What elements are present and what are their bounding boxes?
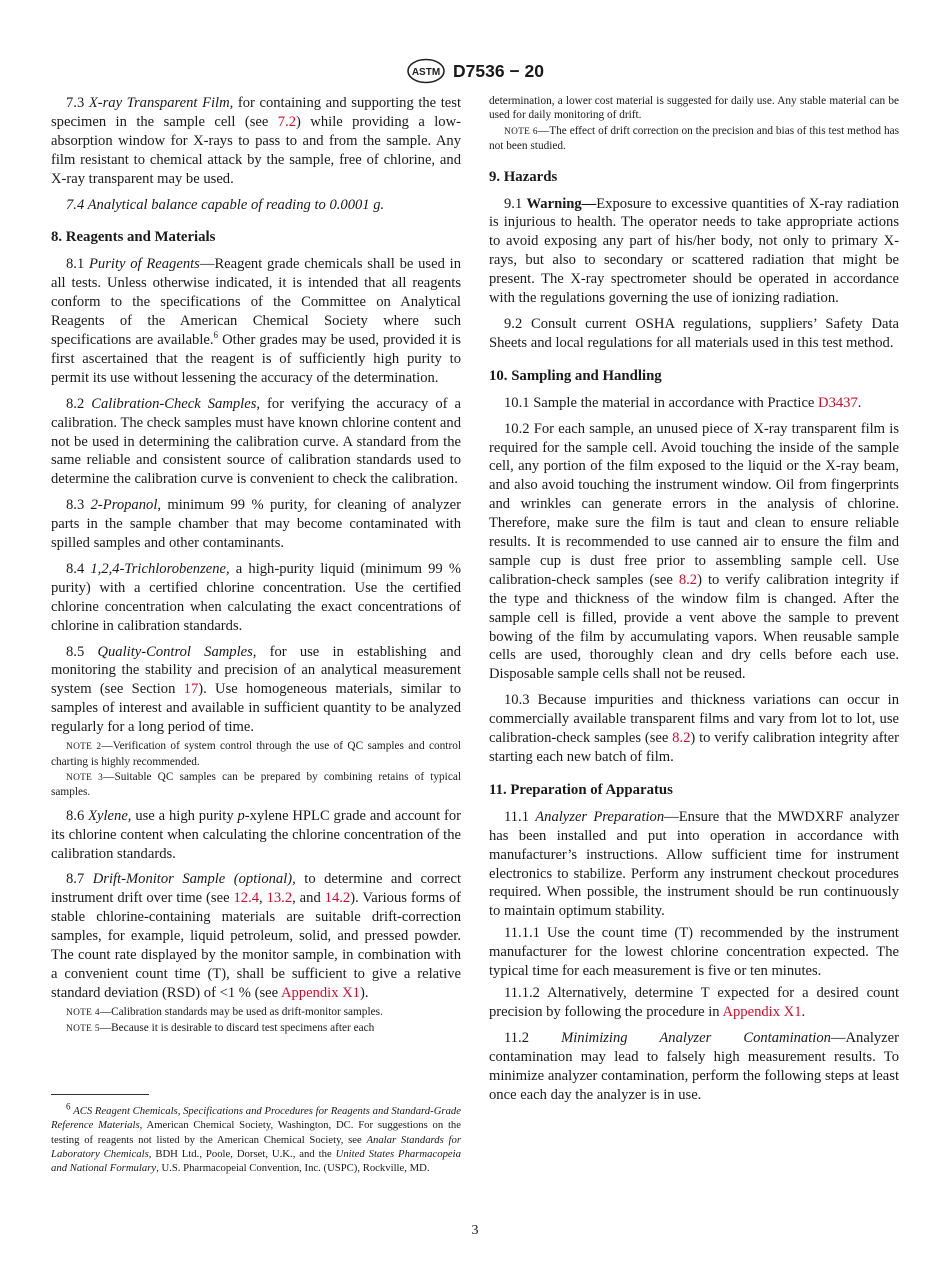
section-10-heading: 10. Sampling and Handling	[489, 367, 662, 384]
page-number: 3	[471, 1223, 479, 1238]
ref-d3437-link[interactable]: D3437	[818, 394, 858, 411]
para-11-1-1: 11.1.1 Use the count time (T) recommended by the instrument manufacturer for the lowest chlorine concentration expected. The typical time for each measurement is five or ten minutes.	[489, 925, 899, 980]
ref-14-2-link[interactable]: 14.2	[324, 890, 351, 907]
para-8-3: 8.3 2-Propanol, minimum 99 % purity, for cleaning of analyzer parts in the sample chamber that may become contaminated with spilled samples and other contaminants.	[51, 497, 462, 552]
footnote-6: $^6$ ACS Reagent Chemicals, Specifications and Procedures for Reagents and Standard-Grade Reference Materials, American Chemical Society, Washington, DC. For suggestions on the testing of reagents not listed by the American Chemical Society, see Analar Standards for Laboratory Chemicals, BDH Ltd., Poole, Dorset, U.K., and the United States Pharmacopeia and National Formulary, U.S. Pharmacopeial Convention, Inc. (USPC), Rockville, MD.	[51, 1101, 462, 1175]
note-3: NOTE 3—Suitable QC samples can be prepared by combining retains of typical samples.	[51, 770, 461, 799]
para-8-6: 8.6 Xylene, use a high purity p-xylene HPLC grade and account for its chlorine content when calculating the chlorine concentration of the calibration standards.	[51, 807, 461, 862]
para-8-2: 8.2 Calibration-Check Samples, for verifying the accuracy of a calibration. The check samples must have known chlorine content and not be used in determining the calibration curve. A standard from the same reliable and consistent source of calibration standards used to determine the calibration curve is convenient to check the calibration.	[51, 395, 461, 488]
para-10-2: 10.2 For each sample, an unused piece of X-ray transparent film is required for the sample cell. Avoid touching the inside of the sample cell, any portion of the film exposed to the liquid or the X-ray beam, and also avoid touching the instrument window. Oil from fingerprints and wrinkles can generate errors in the analysis of chlorine. Therefore, make sure the film is taut and clean to ensure reliable results. It is recommended to use canned air to ensure the film and sample cup is dust free prior to assembling sample cell. Use calibration-check samples (see 8.2) to verify calibration integrity if the type and thickness of the window film is changed. After the sample cell is filled, provide a vent above the sample to prevent bowing of the film by accumulating vapors. When reusable sample cells are used, thoroughly clean and dry cells before each use. Disposable sample cells shall not be reused.	[489, 420, 900, 683]
footnote-ref-6: 6	[213, 330, 219, 341]
left-column	[51, 94, 461, 1038]
section-11-heading: 11. Preparation of Apparatus	[489, 781, 673, 798]
para-11-1: 11.1 Analyzer Preparation—Ensure that the MWDXRF analyzer has been installed and put into operation in accordance with manufacturer’s instructions. Allow sufficient time for instrument electronics to stabilize. Perform any instrument checkout procedures required. When possible, the instrument should be run continuously to maintain optimum stability.	[489, 808, 900, 920]
ref-8-2-link[interactable]: 8.2	[678, 571, 698, 588]
astm-logo-icon	[406, 58, 446, 84]
ref-13-2-link[interactable]: 13.2	[266, 890, 293, 907]
para-10-3: 10.3 Because impurities and thickness variations can occur in commercially available transparent films and vary from lot to lot, use calibration-check samples (see 8.2) to verify calibration integrity after starting each new batch of film.	[489, 692, 899, 765]
para-8-7: 8.7 Drift-Monitor Sample (optional), to determine and correct instrument drift over time (see 12.4, 13.2, and 14.2). Various forms of stable chlorine-containing materials are suitable drift-correction samples, for example, liquid petroleum, solid, and pressed powder. The count rate displayed by the monitor sample, in combination with a convenient count time (T), shall be sufficient to give a relative standard deviation (RSD) of <1 % (see Appendix X1).	[51, 871, 461, 1001]
ref-12-4-link[interactable]: 12.4	[233, 890, 260, 907]
ref-appendix-x1-link-2[interactable]: Appendix X1	[722, 1003, 802, 1020]
ref-8-2-link-2[interactable]: 8.2	[672, 730, 691, 747]
document-designation: D7536 − 20	[453, 60, 544, 81]
footnote-rule	[51, 1094, 149, 1095]
para-8-5: 8.5 Quality-Control Samples, for use in establishing and monitoring the stability and precision of an analytical measurement system (see Section 17). Use homogeneous materials, similar to samples of interest and available in sufficient quantity to be analyzed regularly for a long period of time.	[51, 643, 461, 736]
para-7-3: 7.3 X-ray Transparent Film, for containing and supporting the test specimen in the sample cell (see 7.2) while providing a low-absorption window for X-rays to pass to and from the sample. Any film resistant to chemical attack by the sample, free of chlorine, and X-ray transparent may be used.	[51, 95, 462, 187]
para-10-1: 10.1 Sample the material in accordance with Practice D3437.	[504, 394, 862, 411]
para-11-1-2: 11.1.2 Alternatively, determine T expected for a desired count precision by following the procedure in Appendix X1.	[489, 984, 899, 1020]
note-2: NOTE 2—Verification of system control through the use of QC samples and control charting is highly recommended.	[51, 740, 461, 768]
section-9-heading: 9. Hazards	[489, 168, 558, 185]
ref-7-2-link[interactable]: 7.2	[277, 113, 297, 130]
section-8-heading: 8. Reagents and Materials	[51, 229, 216, 246]
para-7-4: 7.4 Analytical balance capable of reading to 0.0001 g.	[66, 196, 385, 213]
para-9-2: 9.2 Consult current OSHA regulations, suppliers’ Safety Data Sheets and local regulations for all materials used in this test method.	[489, 315, 899, 351]
svg-text:ASTM: ASTM	[411, 67, 441, 78]
note-5-continued: determination, a lower cost material is suggested for daily use. Any stable material can be used for daily monitoring of drift.	[489, 95, 899, 122]
para-8-4: 8.4 1,2,4-Trichlorobenzene, a high-purity liquid (minimum 99 % purity) with a certified chlorine concentration. Use the certified chlorine concentration when calculating the exact concentrations of chlorine in calibration standards.	[51, 560, 461, 634]
para-11-2: 11.2 Minimizing Analyzer Contamination—Analyzer contamination may lead to falsely high measurement results. To minimize analyzer contamination, perform the following steps at least once each day the analyzer is in use.	[489, 1029, 899, 1103]
para-9-1: 9.1 Warning—Exposure to excessive quantities of X-ray radiation is injurious to health. The operator needs to take appropriate actions to avoid exposing any part of his/her body, not only to primary X-rays, but also to secondary or scattered radiation that might be present. The X-ray spectrometer should be operated in accordance with the regulations governing the use of ionizing radiation.	[489, 195, 899, 307]
ref-section-17-link[interactable]: 17	[183, 681, 199, 698]
note-4: NOTE 4—Calibration standards may be used as drift-monitor samples.	[66, 1005, 383, 1018]
right-column	[489, 94, 899, 1111]
note-6: NOTE 6—The effect of drift correction on the precision and bias of this test method has not been studied.	[489, 124, 900, 153]
page-header	[0, 58, 950, 84]
note-5: NOTE 5—Because it is desirable to discard test specimens after each	[66, 1022, 375, 1035]
para-8-1: 8.1 Purity of Reagents—Reagent grade chemicals shall be used in all tests. Unless otherwise indicated, it is intended that all reagents conform to the specifications of the Committee on Analytical Reagents of the American Chemical Society where such specifications are available.$^6$ Other grades may be used, provided it is first ascertained that the reagent is of sufficiently high purity to permit its use without lessening the accuracy of the determination.	[51, 256, 461, 386]
ref-appendix-x1-link[interactable]: Appendix X1	[280, 984, 360, 1001]
